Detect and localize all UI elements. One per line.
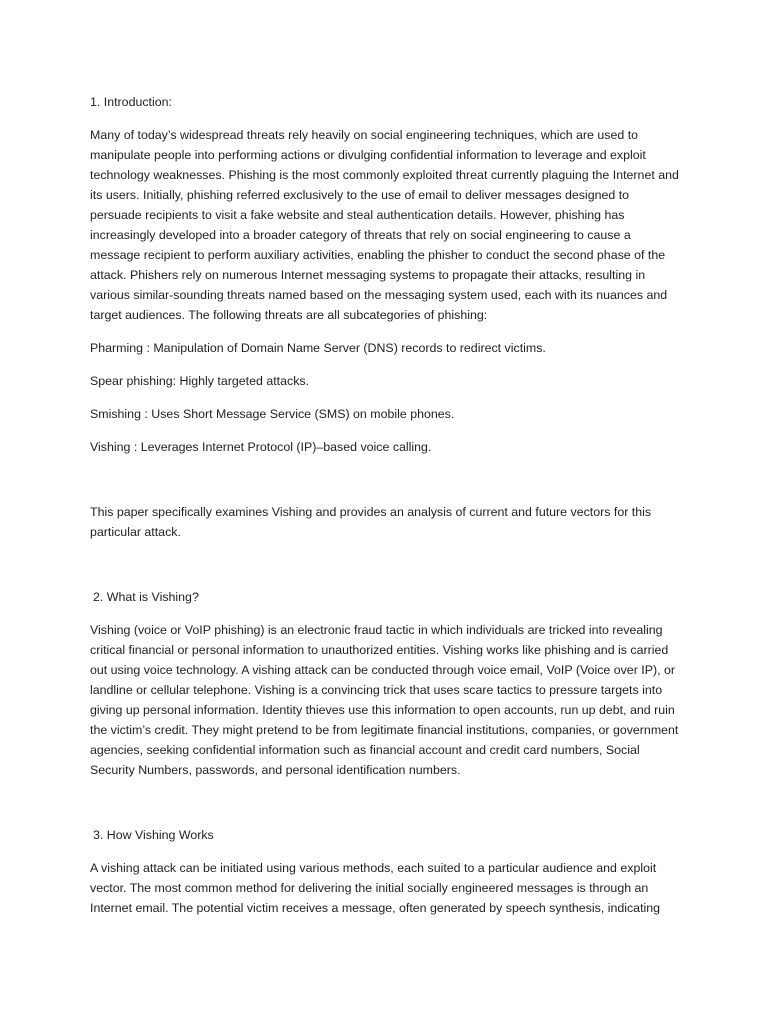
document-body [90,92,680,918]
introduction-closing-paragraph: This paper specifically examines Vishing and provides an analysis of current and future vectors for this particular attack. [90,505,652,539]
section-heading-how-vishing-works: 3. How Vishing Works [93,828,214,842]
threat-item-pharming: Pharming : Manipulation of Domain Name Server (DNS) records to redirect victims. [90,341,546,355]
threat-item-smishing: Smishing : Uses Short Message Service (SMS) on mobile phones. [90,407,455,421]
threat-item-vishing: Vishing : Leverages Internet Protocol (IP)–based voice calling. [90,440,432,454]
what-is-vishing-paragraph: Vishing (voice or VoIP phishing) is an electronic fraud tactic in which individuals are tricked into revealing critical financial or personal information to unauthorized entities. Vishing works like phishing and is carried out using voice technology. A vishing attack can be conducted through voice email, VoIP (Voice over IP), or landline or cellular telephone. Vishing is a convincing trick that uses scare tactics to pressure targets into giving up personal information. Identity thieves use this information to open accounts, run up debt, and ruin the victim’s credit. They might pretend to be from legitimate financial institutions, companies, or government agencies, seeking confidential information such as financial account and credit card numbers, Social Security Numbers, passwords, and personal identification numbers. [90,623,679,777]
section-heading-introduction: 1. Introduction: [90,95,172,109]
section-heading-what-is-vishing: 2. What is Vishing? [93,590,199,604]
how-vishing-works-paragraph: A vishing attack can be initiated using various methods, each suited to a particular audience and exploit vector. The most common method for delivering the initial socially engineered messages is through an Internet email. The potential victim receives a message, often generated by speech synthesis, indicating [90,861,661,915]
threat-item-spear-phishing: Spear phishing: Highly targeted attacks. [90,374,310,388]
introduction-paragraph: Many of today’s widespread threats rely heavily on social engineering techniques, which are used to manipulate people into performing actions or divulging confidential information to leverage and exploit technology weaknesses. Phishing is the most commonly exploited threat currently plaguing the Internet and its users. Initially, phishing referred exclusively to the use of email to deliver messages designed to persuade recipients to visit a fake website and steal authentication details. However, phishing has increasingly developed into a broader category of threats that rely on social engineering to cause a message recipient to perform auxiliary activities, enabling the phisher to conduct the second phase of the attack. Phishers rely on numerous Internet messaging systems to propagate their attacks, resulting in various similar-sounding threats named based on the messaging system used, each with its nuances and target audiences. The following threats are all subcategories of phishing: [90,128,679,322]
